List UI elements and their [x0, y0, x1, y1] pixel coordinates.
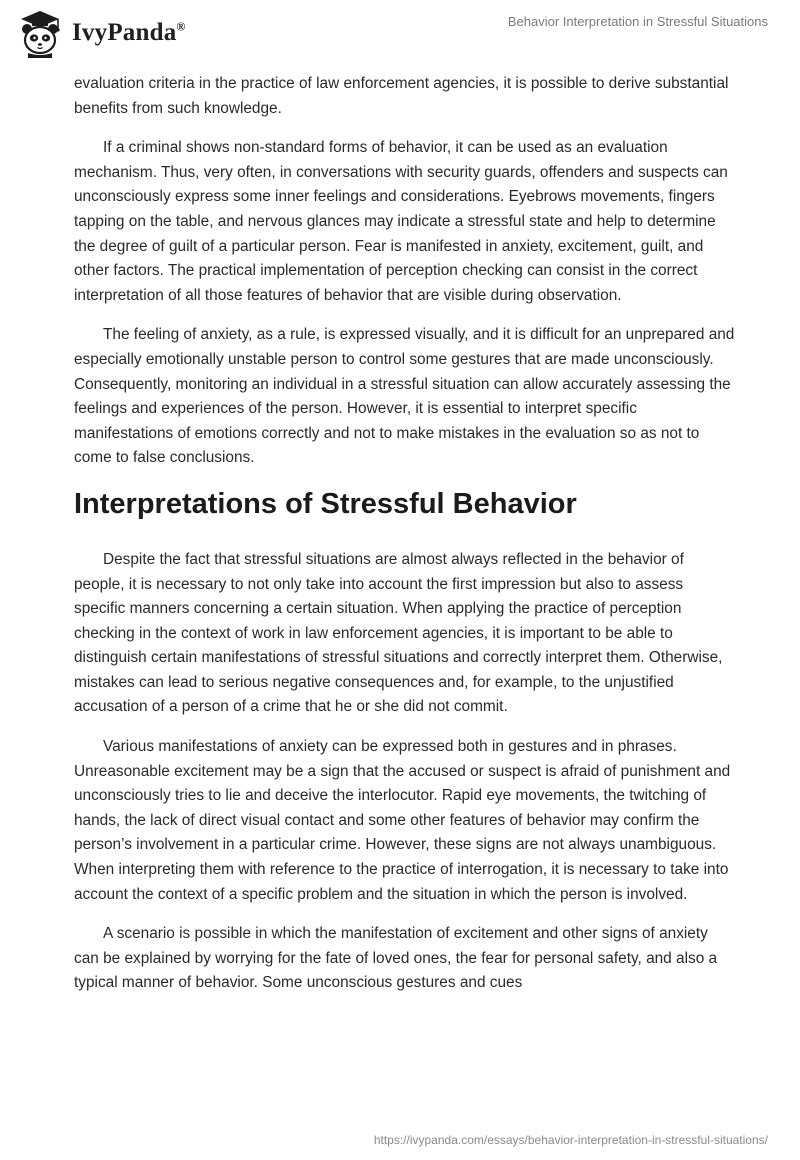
- logo-wordmark: IvyPanda: [72, 19, 177, 46]
- paragraph: Various manifestations of anxiety can be expressed both in gestures and in phrases. Unreasonable excitement may be a sign that the accused or suspect is afraid of punishment and unconsciously tries to lie and deceive the interlocutor. Rapid eye movements, the twitching of hands, the lack of direct visual contact and some other features of behavior may confirm the person’s involvement in a particular crime. However, these signs are not always unambiguous. When interpreting them with reference to the practice of interrogation, it is necessary to take into account the context of a specific problem and the situation in which the person is involved.: [74, 738, 731, 903]
- section-heading: Interpretations of Stressful Behavior: [74, 487, 577, 520]
- logo-text: [72, 19, 186, 47]
- paragraph: If a criminal shows non-standard forms of behavior, it can be used as an evaluation mechanism. Thus, very often, in conversations with security guards, offenders and suspects can unconsciously express some inner feelings and considerations. Eyebrows movements, fingers tapping on the table, and nervous glances may indicate a stressful state and help to determine the degree of guilt of a particular person. Fear is manifested in anxiety, excitement, guilt, and other factors. The practical implementation of perception checking can consist in the correct interpretation of all those features of behavior that are visible during observation.: [74, 139, 728, 304]
- panda-logo-icon: [14, 8, 70, 58]
- essay-body: [74, 72, 736, 1011]
- paragraph-continuation: evaluation criteria in the practice of law enforcement agencies, it is possible to derive substantial benefits from such knowledge.: [74, 75, 729, 117]
- page-header: [0, 0, 800, 70]
- document-title: Behavior Interpretation in Stressful Situations: [507, 14, 768, 29]
- paragraph: The feeling of anxiety, as a rule, is expressed visually, and it is difficult for an unprepared and especially emotionally unstable person to control some gestures that are made unconsciously. Consequently, monitoring an individual in a stressful situation can allow accurately assessing the feelings and experiences of the person. However, it is essential to interpret specific manifestations of emotions correctly and not to make mistakes in the evaluation so as not to come to false conclusions.: [74, 326, 735, 467]
- source-url[interactable]: https://ivypanda.com/essays/behavior-interpretation-in-stressful-situations/: [373, 1133, 768, 1147]
- paragraph: A scenario is possible in which the manifestation of excitement and other signs of anxiety can be explained by worrying for the fate of loved ones, the fear for personal safety, and also a typical manner of behavior. Some unconscious gestures and cues: [74, 925, 718, 992]
- registered-mark: ®: [176, 19, 186, 34]
- logo[interactable]: [14, 8, 186, 58]
- paragraph: Despite the fact that stressful situations are almost always reflected in the behavior of people, it is necessary to not only take into account the first impression but also to assess specific manners concerning a certain situation. When applying the practice of perception checking in the context of work in law enforcement agencies, it is important to be able to distinguish certain manifestations of stressful situations and correctly interpret them. Otherwise, mistakes can lead to serious negative consequences and, for example, to the unjustified accusation of a person of a crime that he or she did not commit.: [74, 550, 723, 716]
